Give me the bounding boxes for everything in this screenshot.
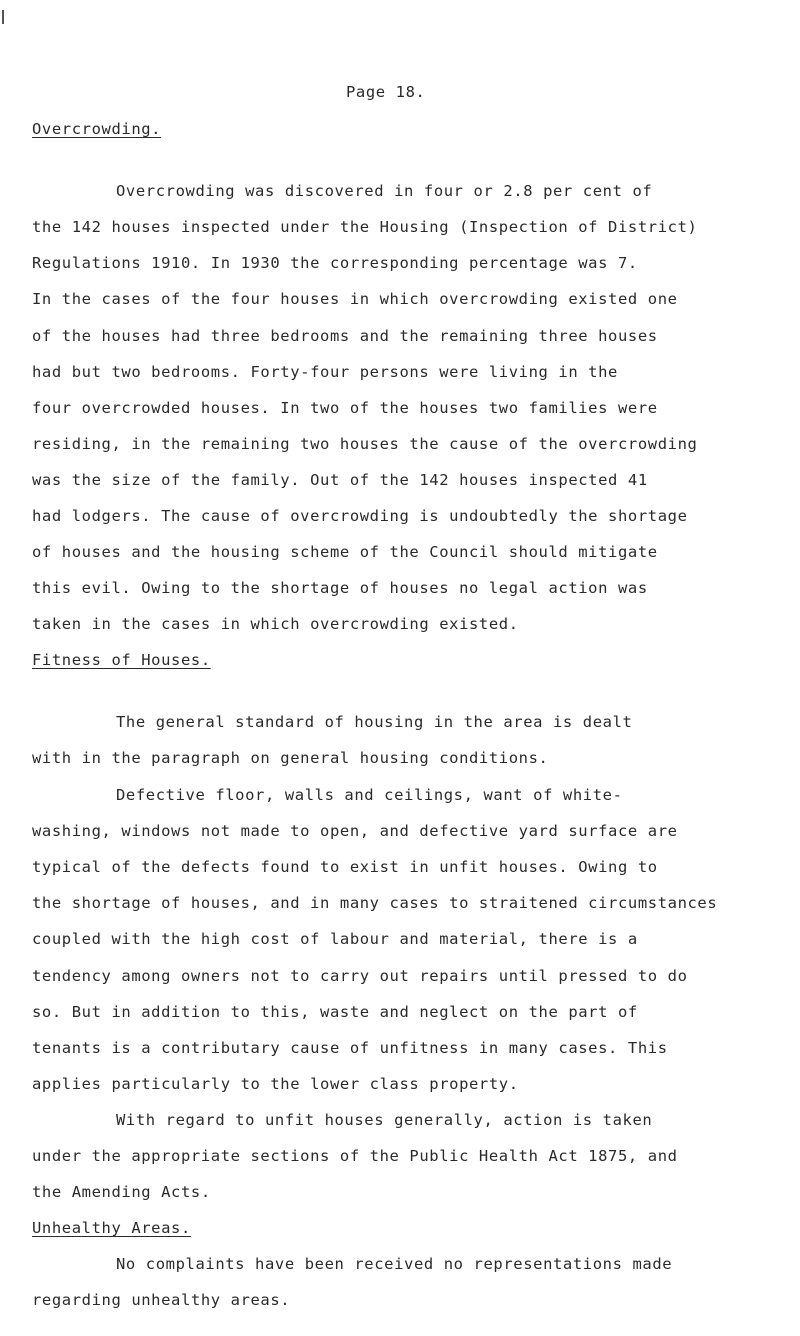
text-line: four overcrowded houses. In two of the houses two families were xyxy=(32,399,658,417)
text-line: washing, windows not made to open, and defective yard surface are xyxy=(32,822,678,840)
text-line: the Amending Acts. xyxy=(32,1183,211,1201)
text-line: typical of the defects found to exist in unfit houses. Owing to xyxy=(32,858,658,876)
text-line: of the houses had three bedrooms and the remaining three houses xyxy=(32,327,658,345)
text-line: Regulations 1910. In 1930 the corresponding percentage was 7. xyxy=(32,254,638,272)
text-line: In the cases of the four houses in which overcrowding existed one xyxy=(32,290,678,308)
text-line: No complaints have been received no representations made xyxy=(116,1255,673,1273)
text-line: The general standard of housing in the area is dealt xyxy=(116,713,633,731)
text-line: under the appropriate sections of the Public Health Act 1875, and xyxy=(32,1147,678,1165)
text-line: was the size of the family. Out of the 142 houses inspected 41 xyxy=(32,471,648,489)
page-number: Page 18. xyxy=(346,83,426,101)
text-line: the 142 houses inspected under the Housing (Inspection of District) xyxy=(32,218,698,236)
text-line: applies particularly to the lower class property. xyxy=(32,1075,519,1093)
text-line: this evil. Owing to the shortage of houses no legal action was xyxy=(32,579,648,597)
text-line: Overcrowding was discovered in four or 2.8 per cent of xyxy=(116,182,653,200)
text-line: tendency among owners not to carry out repairs until pressed to do xyxy=(32,967,688,985)
text-line: taken in the cases in which overcrowding existed. xyxy=(32,615,519,633)
text-line: of houses and the housing scheme of the Council should mitigate xyxy=(32,543,658,561)
text-line: had but two bedrooms. Forty-four persons were living in the xyxy=(32,363,618,381)
text-line: the shortage of houses, and in many cases to straitened circumstances xyxy=(32,894,718,912)
text-line: tenants is a contributary cause of unfitness in many cases. This xyxy=(32,1039,668,1057)
text-line: coupled with the high cost of labour and material, there is a xyxy=(32,930,638,948)
text-line: so. But in addition to this, waste and neglect on the part of xyxy=(32,1003,638,1021)
text-line: had lodgers. The cause of overcrowding is undoubtedly the shortage xyxy=(32,507,688,525)
heading-overcrowding: Overcrowding. xyxy=(32,120,162,138)
text-line: with in the paragraph on general housing conditions. xyxy=(32,749,549,767)
text-line: regarding unhealthy areas. xyxy=(32,1291,291,1309)
text-line: residing, in the remaining two houses the cause of the overcrowding xyxy=(32,435,698,453)
heading-unhealthy-areas: Unhealthy Areas. xyxy=(32,1219,191,1237)
heading-fitness-of-houses: Fitness of Houses. xyxy=(32,651,211,669)
text-line: Defective floor, walls and ceilings, want of white- xyxy=(116,786,623,804)
text-line: With regard to unfit houses generally, action is taken xyxy=(116,1111,653,1129)
margin-mark xyxy=(2,10,4,24)
